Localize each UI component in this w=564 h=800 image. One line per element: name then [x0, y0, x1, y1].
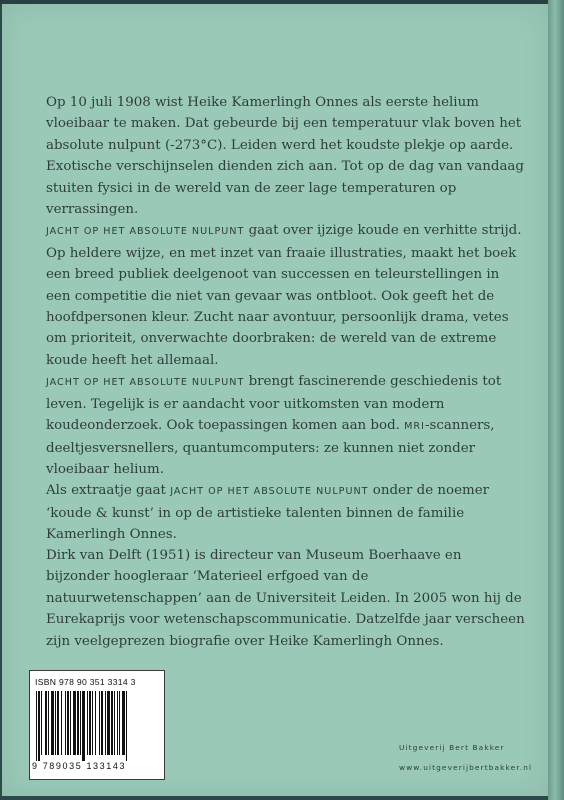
book-spine-edge: [548, 0, 564, 800]
publisher-url: www.uitgeverijbertbakker.nl: [399, 763, 533, 772]
author-bio-text: Dirk van Delft (1951) is directeur van Museum Boerhaave en bijzonder hoogleraar ‘Materieel erfgoed van de natuurwetenschappen’ aan de Universiteit Leiden. In 2005 won hij de Eurekaprijs voor wetenschapscommunicatie. Datzelfde jaar verscheen zijn veelgeprezen biografie over Heike Kamerlingh Onnes.: [46, 548, 525, 649]
book-title-smallcaps: JACHT OP HET ABSOLUTE NULPUNT: [46, 226, 245, 238]
blurb-paragraph-2: JACHT OP HET ABSOLUTE NULPUNT gaat over ijzige koude en verhitte strijd. Op heldere wijze, en met inzet van fraaie illustraties, maakt het boek een breed publiek deelgenoot van successen en teleurstellingen in een competitie die niet van gevaar was ontbloot. Ook geeft het de hoofdpersonen kleur. Zucht naar avontuur, persoonlijk drama, vetes om prioriteit, onverwachte doorbraken: de wereld van de extreme koude heeft het allemaal.: [46, 223, 522, 368]
blurb-text: [46, 92, 526, 546]
ean-number: 9 789035 133143: [32, 761, 127, 771]
barcode-bars: [36, 691, 158, 761]
publisher-info: [399, 738, 532, 778]
isbn-number: ISBN 978 90 351 3314 3: [35, 677, 136, 687]
blurb-paragraph-3: JACHT OP HET ABSOLUTE NULPUNT brengt fascinerende geschiedenis tot leven. Tegelijk is er aandacht voor uitkomsten van modern koudeonderzoek. Ook toepassingen komen aan bod. MRI-scanners, deeltjesversnellers, quantumcomputers: ze kunnen niet zonder vloeibaar helium.: [46, 374, 502, 477]
mri-smallcaps: MRI: [404, 421, 425, 433]
blurb-paragraph-1: Op 10 juli 1908 wist Heike Kamerlingh Onnes als eerste helium vloeibaar te maken. Dat gebeurde bij een temperatuur vlak boven het absolute nulpunt (-273°C). Leiden werd het koudste plekje op aarde. Exotische verschijnselen dienden zich aan. Tot op de dag van vandaag stuiten fysici in de wereld van de zeer lage temperaturen op verrassingen.: [46, 95, 524, 218]
author-bio: [46, 545, 526, 652]
blurb-paragraph-4: Als extraatje gaat JACHT OP HET ABSOLUTE NULPUNT onder de noemer ‘koude & kunst’ in op de artistieke talenten binnen de familie Kamerlingh Onnes.: [46, 483, 490, 543]
barcode-label: [29, 670, 165, 780]
book-title-smallcaps: JACHT OP HET ABSOLUTE NULPUNT: [170, 486, 369, 498]
publisher-name: Uitgeverij Bert Bakker: [399, 743, 505, 752]
book-title-smallcaps: JACHT OP HET ABSOLUTE NULPUNT: [46, 377, 245, 389]
